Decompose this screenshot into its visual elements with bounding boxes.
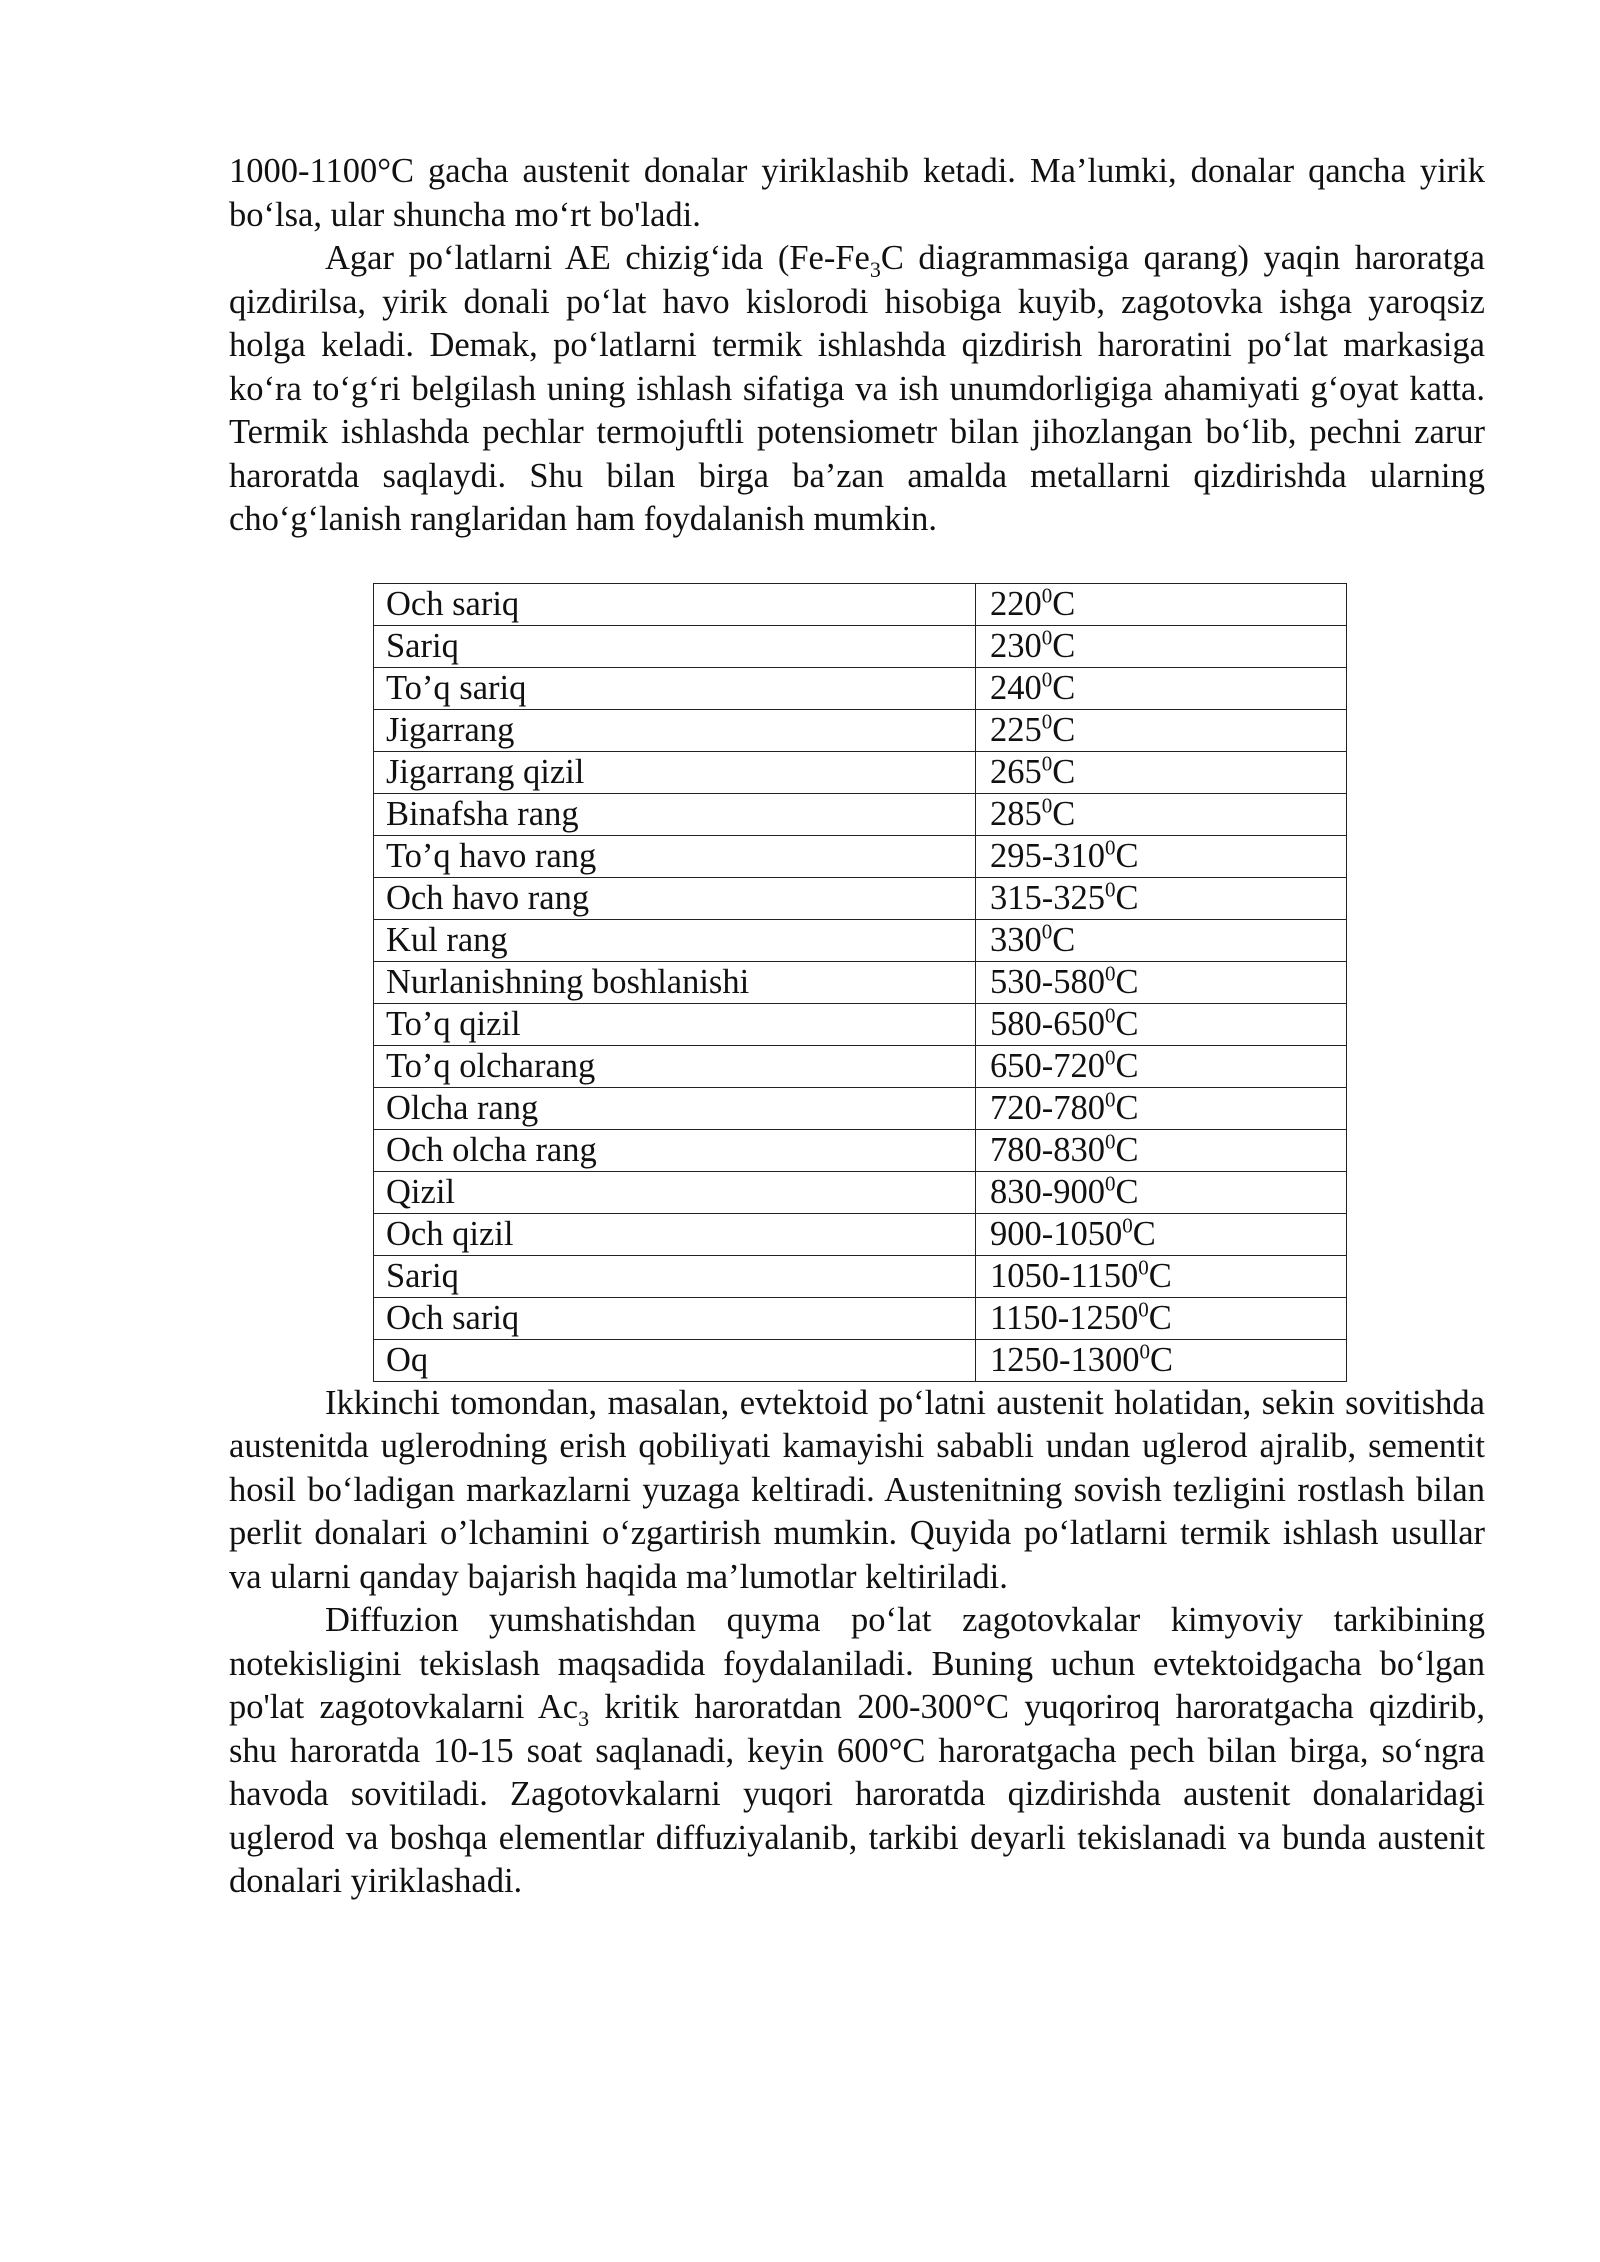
- paragraph-4-part-1: Diffuzion yumshatishdan quyma po‘lat zagotovkalar kimyoviy tarkibining notekisligini tekislash maqsadida foydalaniladi. Buning uchun evtektoidgacha bo‘lgan po'lat zagotovkalarni Ac: [229, 1601, 1485, 1726]
- temperature-unit: C: [1052, 710, 1076, 749]
- color-name-cell: Jigarrang qizil: [374, 751, 976, 793]
- table-row: [374, 877, 1347, 919]
- color-name-cell: To’q olcharang: [374, 1045, 976, 1087]
- table-row: [374, 709, 1347, 751]
- table-row: [374, 1087, 1347, 1129]
- document-page: [229, 150, 1485, 1904]
- temperature-unit: C: [1115, 1046, 1139, 1085]
- temperature-cell: [976, 667, 1347, 709]
- temperature-cell: [976, 1129, 1347, 1171]
- temperature-unit: C: [1052, 626, 1076, 665]
- temperature-value: 285: [990, 794, 1042, 833]
- degree-mark: 0: [1105, 1171, 1116, 1195]
- paragraph-1: 1000-1100°C gacha austenit donalar yiriklashib ketadi. Ma’lumki, donalar qancha yirik bo‘lsa, ular shuncha mo‘rt bo'ladi.: [229, 152, 1485, 234]
- temperature-unit: C: [1148, 1298, 1172, 1337]
- table-row: [374, 1255, 1347, 1297]
- table-row: [374, 1003, 1347, 1045]
- temperature-value: 330: [990, 920, 1042, 959]
- degree-mark: 0: [1105, 1087, 1116, 1111]
- temperature-cell: [976, 709, 1347, 751]
- color-name-cell: To’q havo rang: [374, 835, 976, 877]
- temperature-unit: C: [1115, 962, 1139, 1001]
- degree-mark: 0: [1105, 1003, 1116, 1027]
- color-name-cell: Sariq: [374, 1255, 976, 1297]
- paragraph-4: [229, 1599, 1485, 1904]
- temperature-value: 650-720: [990, 1046, 1105, 1085]
- temperature-cell: [976, 835, 1347, 877]
- temperature-cell: [976, 1003, 1347, 1045]
- table-row: [374, 625, 1347, 667]
- temperature-value: 265: [990, 752, 1042, 791]
- degree-mark: 0: [1041, 751, 1053, 775]
- degree-mark: 0: [1105, 961, 1116, 985]
- color-name-cell: Qizil: [374, 1171, 976, 1213]
- paragraph-2-subscript: 3: [869, 256, 881, 282]
- degree-mark: 0: [1138, 1255, 1149, 1279]
- degree-mark: 0: [1041, 583, 1053, 607]
- temperature-cell: [976, 1045, 1347, 1087]
- degree-mark: 0: [1041, 709, 1053, 733]
- degree-mark: 0: [1138, 1297, 1149, 1321]
- table-row: [374, 1213, 1347, 1255]
- temperature-cell: [976, 625, 1347, 667]
- paragraph-2: [229, 237, 1485, 542]
- table-row: [374, 1129, 1347, 1171]
- color-name-cell: Och havo rang: [374, 877, 976, 919]
- color-name-cell: Och qizil: [374, 1213, 976, 1255]
- temperature-unit: C: [1150, 1340, 1174, 1379]
- temperature-value: 720-780: [990, 1088, 1105, 1127]
- color-name-cell: Oq: [374, 1339, 976, 1381]
- color-name-cell: Olcha rang: [374, 1087, 976, 1129]
- temperature-value: 1250-1300: [990, 1340, 1140, 1379]
- temperature-value: 295-310: [990, 836, 1105, 875]
- temperature-cell: [976, 1213, 1347, 1255]
- table-row: [374, 583, 1347, 625]
- temperature-value: 220: [990, 584, 1042, 623]
- temperature-unit: C: [1052, 752, 1076, 791]
- temperature-value: 230: [990, 626, 1042, 665]
- temperature-value: 225: [990, 710, 1042, 749]
- temperature-value: 530-580: [990, 962, 1105, 1001]
- temperature-unit: C: [1115, 1088, 1139, 1127]
- temperature-cell: [976, 961, 1347, 1003]
- temperature-unit: C: [1052, 584, 1076, 623]
- temperature-value: 580-650: [990, 1004, 1105, 1043]
- temperature-cell: [976, 1171, 1347, 1213]
- temperature-value: 780-830: [990, 1130, 1105, 1169]
- temperature-cell: [976, 1255, 1347, 1297]
- temperature-unit: C: [1115, 836, 1139, 875]
- degree-mark: 0: [1041, 919, 1053, 943]
- temperature-unit: C: [1052, 668, 1076, 707]
- temperature-unit: C: [1052, 794, 1076, 833]
- temperature-cell: [976, 1339, 1347, 1381]
- paragraph-4-subscript: 3: [578, 1705, 590, 1731]
- degree-mark: 0: [1041, 793, 1053, 817]
- temperature-value: 315-325: [990, 878, 1105, 917]
- temperature-unit: C: [1115, 1172, 1139, 1211]
- degree-mark: 0: [1041, 625, 1053, 649]
- glow-color-table: [373, 583, 1347, 1382]
- temperature-value: 830-900: [990, 1172, 1105, 1211]
- table-row: [374, 1297, 1347, 1339]
- degree-mark: 0: [1122, 1213, 1133, 1237]
- paragraph-3: Ikkinchi tomondan, masalan, evtektoid po‘latni austenit holatidan, sekin sovitishda austenitda uglerodning erish qobiliyati kamayishi sababli undan uglerod ajralib, sementit hosil bo‘ladigan markazlarni yuzaga keltiradi. Austenitning sovish tezligini rostlash bilan perlit donalari o’lchamini o‘zgartirish mumkin. Quyida po‘latlarni termik ishlash usullar va ularni qanday bajarish haqida ma’lumotlar keltiriladi.: [229, 1383, 1485, 1596]
- paragraph-2-part-2: C diagrammasiga qarang) yaqin haroratga qizdirilsa, yirik donali po‘lat havo kislorodi hisobiga kuyib, zagotovka ishga yaroqsiz holga keladi. Demak, po‘latlarni termik ishlashda qizdirish haroratini po‘lat markasiga ko‘ra to‘g‘ri belgilash uning ishlash sifatiga va ish unumdorligiga ahamiyati g‘oyat katta. Termik ishlashda pechlar termojuftli potensiometr bilan jihozlangan bo‘lib, pechni zarur haroratda saqlaydi. Shu bilan birga ba’zan amalda metallarni qizdirishda ularning cho‘g‘lanish ranglaridan ham foydalanish mumkin.: [229, 239, 1485, 538]
- table-row: [374, 1171, 1347, 1213]
- paragraph-2-part-1: Agar po‘latlarni AE chizig‘ida (Fe-Fe: [325, 239, 870, 277]
- degree-mark: 0: [1105, 877, 1116, 901]
- color-name-cell: To’q qizil: [374, 1003, 976, 1045]
- temperature-value: 1050-1150: [990, 1256, 1139, 1295]
- temperature-unit: C: [1115, 1130, 1139, 1169]
- degree-mark: 0: [1105, 1129, 1116, 1153]
- temperature-value: 1150-1250: [990, 1298, 1139, 1337]
- temperature-value: 240: [990, 668, 1042, 707]
- color-name-cell: Och sariq: [374, 583, 976, 625]
- color-name-cell: Jigarrang: [374, 709, 976, 751]
- color-name-cell: Binafsha rang: [374, 793, 976, 835]
- color-name-cell: Nurlanishning boshlanishi: [374, 961, 976, 1003]
- color-name-cell: Och olcha rang: [374, 1129, 976, 1171]
- temperature-cell: [976, 877, 1347, 919]
- paragraph-4-part-2: kritik haroratdan 200-300°C yuqoriroq haroratgacha qizdirib, shu haroratda 10-15 soat saqlanadi, keyin 600°C haroratgacha pech bilan birga, so‘ngra havoda sovitiladi. Zagotovkalarni yuqori haroratda qizdirishda austenit donalaridagi uglerod va boshqa elementlar diffuziyalanib, tarkibi deyarli tekislanadi va bunda austenit donalari yiriklashadi.: [229, 1688, 1485, 1900]
- temperature-unit: C: [1052, 920, 1076, 959]
- table-row: [374, 835, 1347, 877]
- table-row: [374, 793, 1347, 835]
- table-row: [374, 961, 1347, 1003]
- temperature-cell: [976, 1087, 1347, 1129]
- temperature-cell: [976, 751, 1347, 793]
- degree-mark: 0: [1139, 1339, 1150, 1363]
- temperature-cell: [976, 1297, 1347, 1339]
- temperature-cell: [976, 793, 1347, 835]
- temperature-unit: C: [1115, 878, 1139, 917]
- degree-mark: 0: [1041, 667, 1053, 691]
- color-name-cell: Kul rang: [374, 919, 976, 961]
- temperature-unit: C: [1148, 1256, 1172, 1295]
- degree-mark: 0: [1105, 1045, 1116, 1069]
- temperature-cell: [976, 583, 1347, 625]
- temperature-unit: C: [1132, 1214, 1156, 1253]
- table-row: [374, 919, 1347, 961]
- color-name-cell: Och sariq: [374, 1297, 976, 1339]
- color-name-cell: To’q sariq: [374, 667, 976, 709]
- table-row: [374, 1339, 1347, 1381]
- degree-mark: 0: [1105, 835, 1116, 859]
- table-row: [374, 1045, 1347, 1087]
- table-row: [374, 751, 1347, 793]
- temperature-unit: C: [1115, 1004, 1139, 1043]
- color-name-cell: Sariq: [374, 625, 976, 667]
- temperature-value: 900-1050: [990, 1214, 1123, 1253]
- glow-color-table-body: [374, 583, 1347, 1381]
- temperature-cell: [976, 919, 1347, 961]
- table-row: [374, 667, 1347, 709]
